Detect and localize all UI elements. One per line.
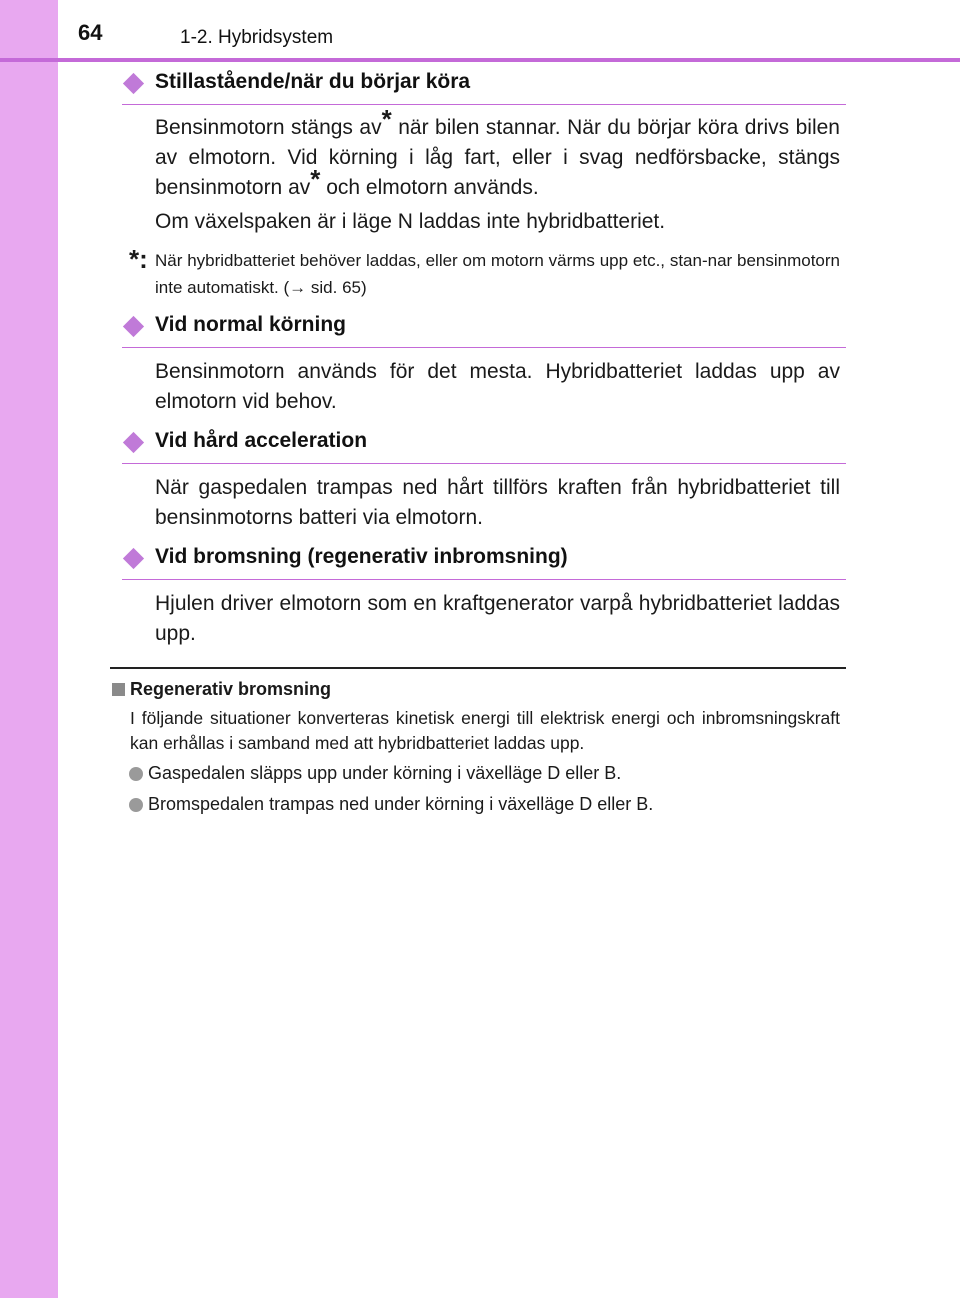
section-heading-text: Vid hård acceleration xyxy=(155,429,368,452)
note-bullet-1: Gaspedalen släpps upp under körning i växelläge D eller B. xyxy=(148,763,622,783)
page-number: 64 xyxy=(78,20,103,45)
paragraph-4: När gaspedalen trampas ned hårt tillförs kraften från hybridbatteriet till bensinmotorns batteri via elmotorn. xyxy=(155,476,840,529)
paragraph-3: Bensinmotorn används för det mesta. Hybridbatteriet laddas upp av elmotorn vid behov. xyxy=(155,360,840,413)
diamond-bullet-icon xyxy=(123,316,144,337)
note-divider xyxy=(110,667,846,669)
diamond-bullet-icon xyxy=(123,548,144,569)
footnote-mark: *: xyxy=(129,244,148,274)
square-bullet-icon xyxy=(112,683,125,696)
section-heading-text: Stillastående/när du börjar köra xyxy=(155,70,471,93)
paragraph-1: Bensinmotorn stängs av* när bilen stannar. När du börjar köra drivs bilen av elmotorn. Vid körning i låg fart, eller i svag nedförsbacke, stängs bensinmotorn av* och elmotorn används. xyxy=(155,104,840,199)
diamond-bullet-icon xyxy=(123,73,144,94)
section-heading-3 xyxy=(122,429,846,464)
section-heading-4 xyxy=(122,545,846,580)
section-heading-1 xyxy=(122,70,846,105)
note-heading: Regenerativ bromsning xyxy=(130,679,332,699)
paragraph-2: Om växelspaken är i läge N laddas inte hybridbatteriet. xyxy=(155,210,666,233)
header-rule xyxy=(0,58,960,62)
note-bullet-2: Bromspedalen trampas ned under körning i växelläge D eller B. xyxy=(148,794,654,814)
asterisk-marker: * xyxy=(310,164,321,194)
section-heading-text: Vid bromsning (regenerativ inbromsning) xyxy=(155,545,568,568)
header-corner xyxy=(0,0,58,58)
footnote-text: När hybridbatteriet behöver laddas, eller om motorn värms upp etc., stan-nar bensinmotorn inte automatiskt. (→ sid. 65) xyxy=(155,251,840,297)
section-title: 1-2. Hybridsystem xyxy=(180,27,334,48)
diamond-bullet-icon xyxy=(123,432,144,453)
section-heading-2 xyxy=(122,313,846,348)
note-paragraph: I följande situationer konverteras kinetisk energi till elektrisk energi och inbromsningskraft kan erhållas i samband med att hybridbatteriet laddas upp. xyxy=(130,708,840,753)
circle-bullet-icon xyxy=(129,798,143,812)
side-tab-bar xyxy=(0,0,58,1298)
asterisk-marker: * xyxy=(381,104,392,134)
paragraph-5: Hjulen driver elmotorn som en kraftgenerator varpå hybridbatteriet laddas upp. xyxy=(155,592,840,645)
circle-bullet-icon xyxy=(129,767,143,781)
section-heading-text: Vid normal körning xyxy=(155,313,346,336)
